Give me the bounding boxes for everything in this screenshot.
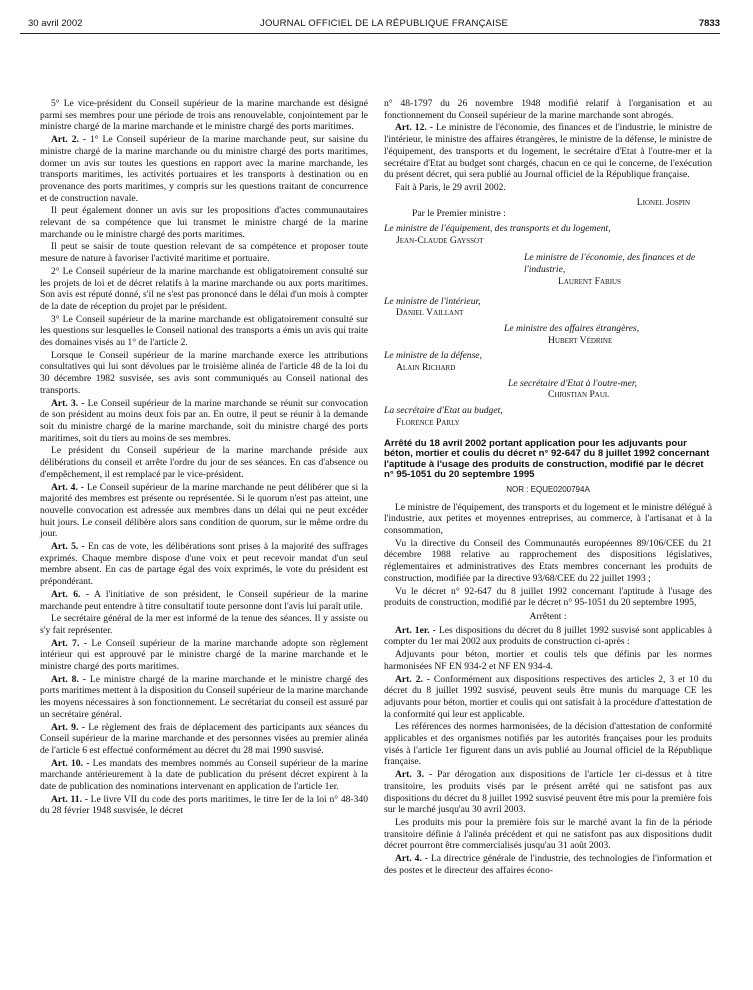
paragraph-text: Les mandats des membres nommés au Conseil supérieur de la marine marchande antérieurement à la date de publication du présent décret expirent à la date de publication des nominations intervenant en application de l'article 1er. bbox=[40, 757, 368, 793]
paragraph bbox=[40, 205, 368, 240]
signature-pm-prefix: Par le Premier ministre : bbox=[412, 208, 506, 220]
paragraph-text: Il peut également donner un avis sur les propositions d'actes communautaires relevant de sa compétence que lui transmet le ministre chargé de la marine marchande ou le ministre chargé des ports maritimes. bbox=[40, 205, 368, 240]
paragraph-text: A l'initiative de son président, le Conseil supérieur de la marine marchande peut entendre à titre consultatif toute personne dont l'avis lui paraît utile. bbox=[40, 588, 368, 612]
paragraph-text: Le ministre de l'économie, des finances et de l'industrie, le ministre de l'intérieur, le ministre des affaires étrangères, le ministre de la défense, le ministre de l'équipement, des transports et du logement, le secrétaire d'Etat à l'outre-mer et la secrétaire d'Etat au budget sont chargés, chacun en ce qui le concerne, de l'exécution du présent décret, qui sera publié au Journal officiel de la République française. bbox=[384, 122, 713, 181]
signature-name: Hubert Védrine bbox=[548, 334, 613, 346]
paragraph-text: Le ministre de l'équipement, des transports et du logement et le ministre délégué à l'industrie, aux petites et moyennes entreprises, au commerce, à l'artisanat et à la consommation, bbox=[384, 501, 712, 537]
signatures bbox=[384, 197, 712, 429]
paragraph bbox=[40, 482, 368, 541]
signature-name: Florence Parly bbox=[396, 416, 460, 428]
paragraph bbox=[384, 853, 712, 876]
header-rule bbox=[20, 33, 720, 34]
paragraph-text: n° 48-1797 du 26 novembre 1948 modifié relatif à l'organisation et au fonctionnement du Conseil supérieur de la marine marchande sont abrogés. bbox=[384, 98, 712, 121]
article-label: Art. 5. - bbox=[51, 541, 85, 553]
right-column bbox=[384, 98, 712, 877]
paragraph-text: Fait à Paris, le 29 avril 2002. bbox=[395, 181, 506, 193]
article-label: Art. 7. - bbox=[51, 637, 87, 649]
paragraph-text: Par dérogation aux dispositions de l'article 1er ci-dessus et à titre transitoire, les produits visés par le présent arrêté qui ne satisfont pas aux dispositions du décret du 8 juillet 1992 susvisé peuvent être mis pour la première fois sur le marché jusqu'au 30 avril 2003. bbox=[384, 769, 712, 816]
paragraph-text: Conformément aux dispositions respectives des articles 2, 3 et 10 du décret du 8 juillet 1992 susvisé, peuvent seuls être munis du marquage CE les adjuvants pour béton, mortier et coulis qui ont satisfait à la procédure d'attestation de la conformité qui leur est applicable. bbox=[384, 673, 713, 720]
paragraph-text: 1° Le Conseil supérieur de la marine marchande peut, sur saisine du ministre chargé de la marine marchande ou du ministre chargé des ports maritimes, donner un avis sur toutes les questions en rapport avec la marine marchande, les transports maritimes, les activités portuaires et les transports à destination ou en provenance des ports maritimes, y compris sur les questions traitant de concurrence et de construction navale. bbox=[40, 134, 368, 204]
arrete-articles bbox=[384, 625, 712, 877]
signature-role: La secrétaire d'Etat au budget, bbox=[384, 405, 503, 417]
paragraph bbox=[384, 721, 712, 768]
paragraph bbox=[40, 445, 368, 480]
signature-role: Le ministre de l'économie, des finances et de l'industrie, bbox=[524, 252, 696, 276]
article-label: Art. 9. - bbox=[51, 721, 85, 733]
paragraph bbox=[40, 350, 368, 397]
page-header bbox=[20, 18, 720, 32]
article-label: Art. 12. - bbox=[395, 122, 433, 134]
paragraph-text: Vu le décret n° 92-647 du 8 juillet 1992 concernant l'aptitude à l'usage des produits de construction, modifié par le décret n° 95-1051 du 20 septembre 1995, bbox=[384, 585, 712, 609]
paragraph-text: Le livre VII du code des ports maritimes, le titre Ier de la loi n° 48-340 du 28 février 1948 susvisée, le décret bbox=[40, 793, 368, 817]
paragraph bbox=[40, 613, 368, 636]
paragraph-text: La directrice générale de l'industrie, des technologies de l'information et des postes et le directeur des affaires écono- bbox=[384, 853, 713, 876]
paragraph-text: Le secrétaire général de la mer est informé de la tenue des séances. Il y assiste ou s'y fait représenter. bbox=[40, 613, 368, 636]
paragraph bbox=[40, 674, 368, 721]
article-label: Art. 8. - bbox=[51, 673, 86, 685]
paragraph-text: Les dispositions du décret du 8 juillet 1992 susvisé sont applicables à compter du 1er mai 2002 aux produits de construction ci-après : bbox=[384, 624, 712, 648]
paragraph bbox=[384, 649, 712, 672]
paragraph-text: Adjuvants pour béton, mortier et coulis tels que définis par les normes harmonisées NF EN 934-2 et NF EN 934-4. bbox=[384, 649, 712, 672]
article-label: Art. 11. - bbox=[51, 793, 88, 805]
paragraph bbox=[384, 586, 712, 609]
paragraph bbox=[40, 589, 368, 612]
paragraph bbox=[40, 638, 368, 673]
signature-pm-name: Lionel Jospin bbox=[636, 196, 690, 208]
left-column bbox=[40, 98, 368, 818]
article-label: Art. 10. - bbox=[51, 757, 90, 769]
signature-role: Le ministre de l'intérieur, bbox=[384, 295, 481, 307]
article-label: Art. 1er. - bbox=[395, 624, 436, 636]
paragraph-text: Les produits mis pour la première fois sur le marché avant la fin de la période transitoire définie à l'alinéa précédent et qui ne satisfont pas aux dispositions dudit décret pourront être commercialisés jusqu'au 31 août 2003. bbox=[384, 816, 712, 852]
paragraph bbox=[40, 241, 368, 264]
arretent-label: Arrêtent : bbox=[529, 610, 567, 622]
paragraph bbox=[384, 674, 712, 721]
article-label: Art. 6. - bbox=[51, 588, 90, 600]
decree-end bbox=[384, 98, 712, 194]
header-date: 30 avril 2002 bbox=[28, 18, 83, 29]
paragraph bbox=[384, 122, 712, 181]
article-label: Art. 4. - bbox=[395, 853, 428, 865]
paragraph bbox=[40, 98, 368, 133]
paragraph bbox=[384, 182, 712, 194]
paragraph bbox=[40, 722, 368, 757]
signature-name: Daniel Vaillant bbox=[396, 307, 464, 319]
signature-role: Le ministre de la défense, bbox=[384, 350, 482, 362]
article-label: Art. 2. - bbox=[395, 673, 430, 685]
paragraph bbox=[384, 502, 712, 537]
arrete-title: Arrêté du 18 avril 2002 portant application pour les adjuvants pour béton, mortier et coulis du décret n° 92-647 du 8 juillet 1992 concernant l'aptitude à l'usage des produits de construction, modifié par le décret n° 95-1051 du 20 septembre 1995 bbox=[384, 437, 710, 481]
paragraph bbox=[384, 625, 712, 648]
arrete-preamble bbox=[384, 502, 712, 609]
header-journal-title: JOURNAL OFFICIEL DE LA RÉPUBLIQUE FRANÇAISE bbox=[260, 18, 509, 29]
paragraph-text: Le Conseil supérieur de la marine marchande adopte son règlement intérieur qui est approuvé par le ministre chargé de la marine marchande et le ministre chargé des ports maritimes. bbox=[40, 637, 368, 673]
nor-reference: NOR : EQUE0200794A bbox=[506, 484, 590, 494]
signature-role: Le ministre des affaires étrangères, bbox=[504, 322, 640, 334]
header-page-number: 7833 bbox=[698, 18, 720, 29]
paragraph-text: Les références des normes harmonisées, de la décision d'attestation de conformité applicables et des organismes notifiés par les autorités françaises pour les produits visés à l'article 1er figurent dans un avis publié au Journal officiel de la République française. bbox=[384, 721, 712, 768]
paragraph-text: 3° Le Conseil supérieur de la marine marchande est obligatoirement consulté sur les questions sur lesquelles le Conseil national des transports a émis un avis qui traite des domaines visés au 1° de l'article 2. bbox=[40, 313, 368, 349]
paragraph bbox=[40, 314, 368, 349]
paragraph-text: Le Conseil supérieur de la marine marchande se réunit sur convocation de son président au moins deux fois par an. En outre, il peut se réunir à la demande soit du ministre chargé de la marine marchande, soit du ministre chargé des ports maritimes, soit du tiers au moins de ses membres. bbox=[40, 397, 368, 444]
paragraph bbox=[40, 266, 368, 313]
paragraph bbox=[40, 758, 368, 793]
signature-name: Laurent Fabius bbox=[558, 275, 621, 287]
article-label: Art. 3. - bbox=[395, 769, 433, 781]
paragraph bbox=[40, 398, 368, 445]
paragraph bbox=[40, 134, 368, 204]
paragraph bbox=[384, 769, 712, 816]
paragraph bbox=[384, 538, 712, 585]
paragraph-text: En cas de vote, les délibérations sont prises à la majorité des suffrages exprimés. Chaque membre dispose d'une voix et peut recevoir mandat d'un seul membre absent. En cas de partage égal des voix exprimés, le vote du président est prépondérant. bbox=[40, 541, 368, 588]
article-label: Art. 4. - bbox=[51, 481, 84, 493]
paragraph-text: Le règlement des frais de déplacement des participants aux séances du Conseil supérieur de la marine marchande et des personnes visées au premier alinéa de l'article 6 est effectué conformément au décret du 28 mai 1990 susvisé. bbox=[40, 721, 369, 756]
paragraph-text: Vu la directive du Conseil des Communautés européennes 89/106/CEE du 21 décembre 1988 relative au rapprochement des dispositions législatives, réglementaires et administratives des Etats membres concernant les produits de construction, modifiée par la directive 93/68/CEE du 22 juillet 1993 ; bbox=[384, 537, 712, 584]
paragraph bbox=[384, 98, 712, 121]
paragraph bbox=[40, 794, 368, 817]
paragraph-text: Il peut se saisir de toute question relevant de sa compétence et proposer toute mesure de nature à favoriser l'activité maritime et portuaire. bbox=[40, 241, 368, 265]
signature-role: Le ministre de l'équipement, des transports et du logement, bbox=[384, 223, 611, 235]
paragraph-text: Le président du Conseil supérieur de la marine marchande préside aux délibérations du conseil et arrête l'ordre du jour de ses séances. En cas d'absence ou d'empêchement, il est remplacé par le vice-président. bbox=[40, 445, 368, 480]
signature-role: Le secrétaire d'Etat à l'outre-mer, bbox=[508, 377, 637, 389]
signature-name: Christian Paul bbox=[548, 389, 610, 401]
paragraph-text: 2° Le Conseil supérieur de la marine marchande est obligatoirement consulté sur les projets de loi et de décret relatifs à la marine marchande ou aux ports maritimes. Son avis est réputé donné, s'il ne s'est pas prononcé dans le délai d'un mois à compter de la date de réception du projet par le président. bbox=[40, 265, 368, 312]
signature-name: Jean-Claude Gayssot bbox=[396, 234, 484, 246]
paragraph-text: Le ministre chargé de la marine marchande et le ministre chargé des ports maritimes mettent à la disposition du Conseil supérieur de la marine marchande les moyens nécessaires à son fonctionnement. Le secrétariat du conseil est assuré par un secrétaire général. bbox=[40, 673, 369, 720]
article-label: Art. 2. - bbox=[51, 134, 87, 146]
paragraph bbox=[384, 817, 712, 852]
paragraph bbox=[40, 541, 368, 588]
paragraph-text: 5° Le vice-président du Conseil supérieur de la marine marchande est désigné parmi ses membres pour une période de trois ans renouvelable, conjointement par le ministre chargé de la marine marchande et le ministre chargé des ports maritimes. bbox=[40, 98, 368, 133]
signature-name: Alain Richard bbox=[396, 362, 456, 374]
article-label: Art. 3. - bbox=[51, 397, 85, 409]
paragraph-text: Lorsque le Conseil supérieur de la marine marchande exerce les attributions consultatives qui lui sont dévolues par le troisième alinéa de l'article 48 de la loi du 30 décembre 1982 susvisée, ses avis sont communiqués au Conseil national des transports. bbox=[40, 349, 368, 396]
paragraph-text: Le Conseil supérieur de la marine marchande ne peut délibérer que si la majorité des membres est présente ou représentée. Si le quorum n'est pas atteint, une nouvelle convocation est adressée aux membres dans un délai qui ne peut excéder huit jours. Le conseil délibère alors sans condition de quorum, sur le même ordre du jour. bbox=[40, 481, 369, 540]
